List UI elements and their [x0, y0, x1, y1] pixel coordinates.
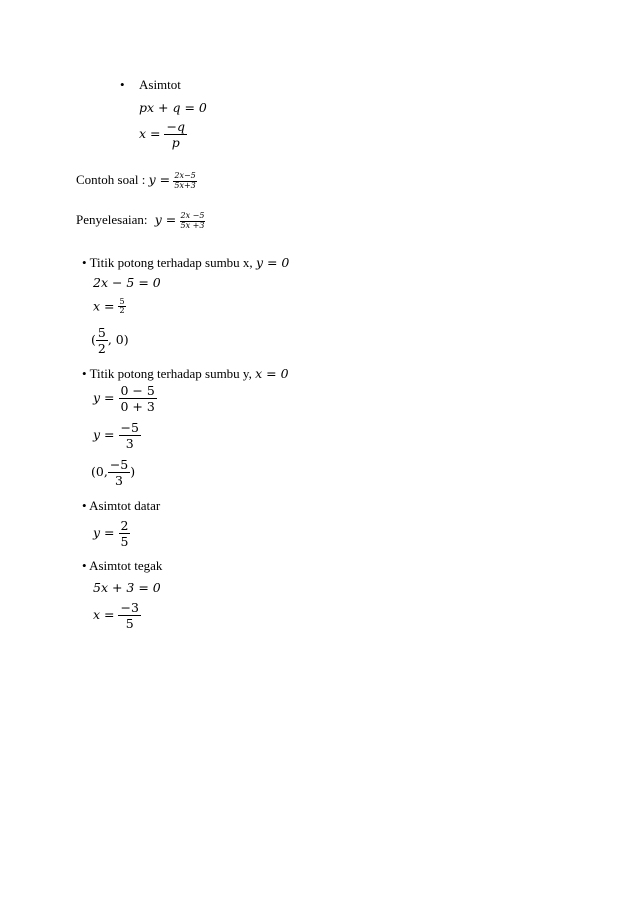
penyelesaian-label: Penyelesaian:	[76, 212, 148, 227]
penyelesaian-line	[76, 212, 205, 230]
bullet-icon: •	[120, 77, 125, 92]
fraction	[118, 601, 140, 630]
point-rest: , 0)	[107, 332, 129, 348]
numerator: 2x −5	[180, 211, 205, 221]
step2-equation2	[93, 421, 141, 450]
step1-equation: 2x − 5 = 0	[93, 275, 161, 290]
fraction	[119, 519, 131, 548]
step4-equation2	[93, 601, 141, 630]
step1-text: Titik potong terhadap sumbu x,	[89, 255, 253, 270]
step2-point	[91, 458, 135, 487]
step2-text: Titik potong terhadap sumbu y,	[89, 366, 252, 381]
fraction	[164, 120, 186, 149]
equation-lhs: x =	[93, 607, 115, 623]
fraction	[119, 384, 157, 413]
step3-text: Asimtot datar	[89, 498, 161, 513]
fraction	[119, 421, 141, 450]
step4-equation1: 5x + 3 = 0	[93, 580, 161, 595]
numerator: 0 − 5	[120, 383, 155, 398]
equation-lhs: y =	[154, 212, 177, 227]
denominator: 2	[97, 341, 106, 357]
equation-lhs: x =	[139, 126, 161, 142]
numerator: 5	[119, 297, 125, 306]
step3-heading	[82, 498, 160, 514]
step1-point	[91, 326, 129, 355]
fraction	[96, 326, 108, 355]
equation-lhs: y =	[93, 390, 115, 406]
equation-lhs: y =	[93, 525, 115, 541]
fraction	[173, 172, 196, 190]
bullet-icon: •	[82, 255, 87, 270]
point-close: )	[130, 464, 136, 480]
denominator: p	[171, 135, 180, 151]
numerator: −q	[166, 119, 185, 134]
contoh-soal-label: Contoh soal :	[76, 172, 146, 187]
denominator: 5x +3	[180, 220, 205, 230]
numerator: −5	[120, 420, 139, 435]
bullet-icon: •	[82, 366, 87, 381]
numerator: 5	[97, 325, 106, 340]
step4-text: Asimtot tegak	[89, 558, 163, 573]
equation-px-q: px + q = 0	[139, 100, 207, 115]
denominator: 5	[125, 616, 134, 632]
step2-condition: x = 0	[255, 366, 289, 381]
denominator: 2	[119, 306, 125, 316]
bullet-icon: •	[82, 558, 87, 573]
fraction	[108, 458, 130, 487]
contoh-soal-line	[76, 172, 197, 190]
step1-x-value	[93, 298, 126, 316]
numerator: −5	[109, 457, 129, 472]
fraction	[118, 298, 125, 316]
denominator: 3	[125, 436, 134, 452]
step3-equation	[93, 519, 130, 548]
step1-condition: y = 0	[255, 255, 290, 270]
equation-lhs: y =	[148, 172, 171, 187]
step4-heading	[82, 558, 162, 574]
numerator: 2x−5	[174, 171, 196, 181]
denominator: 5x+3	[174, 180, 196, 190]
denominator: 3	[115, 473, 123, 489]
point-open: (0,	[91, 464, 108, 480]
bullet-icon: •	[82, 498, 87, 513]
denominator: 5	[120, 534, 129, 550]
point-open: (	[91, 332, 96, 348]
equation-x-frac	[139, 120, 187, 149]
numerator: 2	[120, 518, 129, 533]
equation-lhs: y =	[93, 427, 115, 443]
equation-lhs: x =	[93, 298, 115, 314]
numerator: −3	[120, 600, 139, 615]
asimtot-heading: Asimtot	[139, 77, 181, 92]
denominator: 0 + 3	[120, 399, 155, 415]
fraction	[180, 212, 206, 230]
step2-equation1	[93, 384, 157, 413]
step1-heading	[82, 255, 289, 271]
step2-heading	[82, 366, 289, 382]
